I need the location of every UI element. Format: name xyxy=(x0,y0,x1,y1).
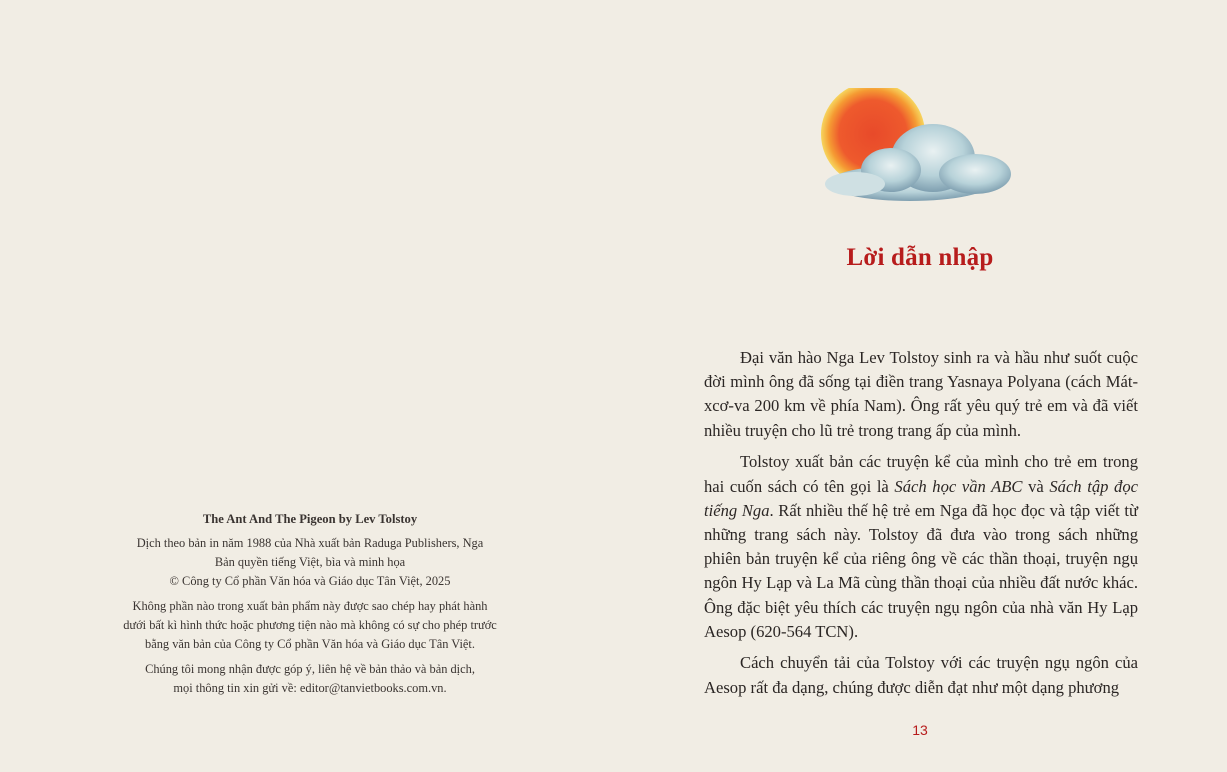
book-title: The Ant And The Pigeon by Lev Tolstoy xyxy=(202,512,418,526)
book-title-italic: Sách học vần ABC xyxy=(894,476,1023,496)
chapter-title: Lời dẫn nhập xyxy=(846,244,994,271)
paragraph xyxy=(704,450,1138,644)
sun-behind-cloud-icon xyxy=(815,88,1025,210)
rights-notice xyxy=(60,597,560,654)
notice-line: dưới bất kì hình thức hoặc phương tiện nào mà không có sự cho phép trước xyxy=(123,618,497,632)
contact-line: mọi thông tin xin gửi về: editor@tanvietbooks.com.vn. xyxy=(173,681,447,695)
paragraph: Cách chuyển tải của Tolstoy với các truyện ngụ ngôn của Aesop rất đa dạng, chúng được diễn đạt như một dạng phương xyxy=(704,653,1138,697)
credit-line: © Công ty Cổ phần Văn hóa và Giáo dục Tân Việt, 2025 xyxy=(169,574,451,588)
notice-line: Không phần nào trong xuất bản phẩm này được sao chép hay phát hành xyxy=(132,599,488,613)
contact-info xyxy=(60,660,560,698)
book-title-italic: Sách tập đọc tiếng Nga xyxy=(704,476,1138,520)
paragraph-text: Tolstoy xuất bản các truyện kể của mình cho trẻ em trong hai cuốn sách có tên gọi là xyxy=(704,452,1138,496)
paragraph-text: . Rất nhiều thế hệ trẻ em Nga đã học đọc và tập viết từ những trang sách này. Tolstoy đã đưa vào trong sách những phiên bản truyện kể của riêng ông về các thần thoại, truyện ngụ ngôn Hy Lạp và La Mã cùng thần thoại của nhiều đất nước khác. Ông đặc biệt yêu thích các truyện ngụ ngôn của nhà văn Hy Lạp Aesop (620-564 TCN). xyxy=(704,500,1138,641)
page-number: 13 xyxy=(912,722,928,738)
credits-group xyxy=(60,534,560,591)
paragraph: Đại văn hào Nga Lev Tolstoy sinh ra và hầu như suốt cuộc đời mình ông đã sống tại điền trang Yasnaya Polyana (cách Mát-xcơ-va 200 km về phía Nam). Ông rất yêu quý trẻ em và đã viết nhiều truyện cho lũ trẻ trong trang ấp của mình. xyxy=(704,348,1138,440)
paragraph-text: và xyxy=(1022,476,1050,496)
notice-line: bằng văn bản của Công ty Cổ phần Văn hóa và Giáo dục Tân Việt. xyxy=(145,637,475,651)
credit-line: Dịch theo bản in năm 1988 của Nhà xuất bản Raduga Publishers, Nga xyxy=(136,536,484,550)
contact-line: Chúng tôi mong nhận được góp ý, liên hệ về bản thảo và bản dịch, xyxy=(145,662,475,676)
body-text xyxy=(704,346,1138,707)
copyright-block xyxy=(60,510,560,704)
credit-line: Bản quyền tiếng Việt, bìa và minh họa xyxy=(214,555,406,569)
